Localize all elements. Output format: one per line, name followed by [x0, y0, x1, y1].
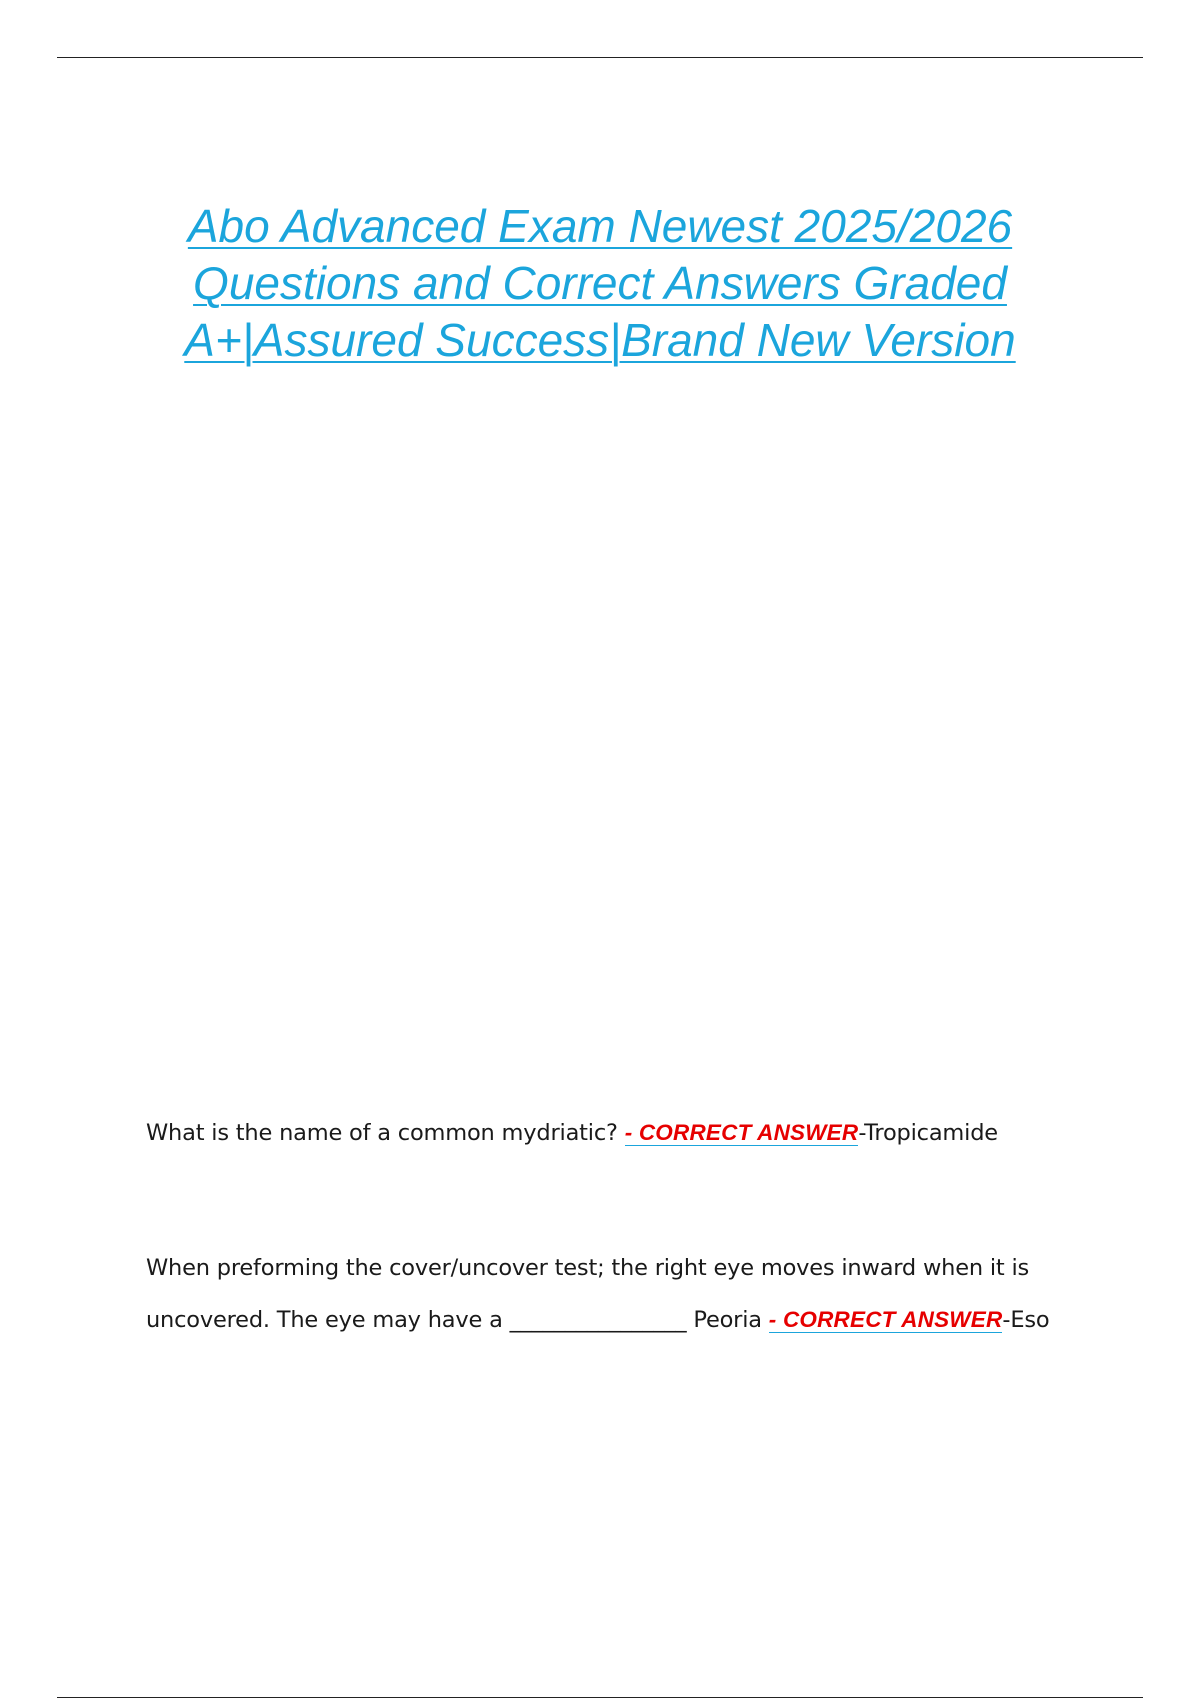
question-text: What is the name of a common mydriatic?	[146, 1120, 618, 1146]
answer-text: -Eso	[1002, 1307, 1050, 1333]
title-line-3: A+|Assured Success|Brand New Version	[184, 314, 1016, 366]
answer-text: -Tropicamide	[858, 1120, 998, 1146]
question-text: When preforming the cover/uncover test; the right eye moves inward when it is uncovered. The eye may have a ________________ Peoria	[146, 1255, 1030, 1333]
title-line-2: Questions and Correct Answers Graded	[193, 257, 1007, 309]
title-line-1: Abo Advanced Exam Newest 2025/2026	[187, 200, 1013, 252]
document-title	[100, 198, 1100, 369]
top-rule	[57, 57, 1143, 58]
correct-answer-marker: - CORRECT ANSWER	[624, 1120, 859, 1145]
qa-item-1	[146, 1107, 1086, 1159]
qa-item-2	[146, 1243, 1086, 1346]
correct-answer-marker: - CORRECT ANSWER	[768, 1307, 1003, 1332]
bottom-rule	[57, 1697, 1143, 1698]
